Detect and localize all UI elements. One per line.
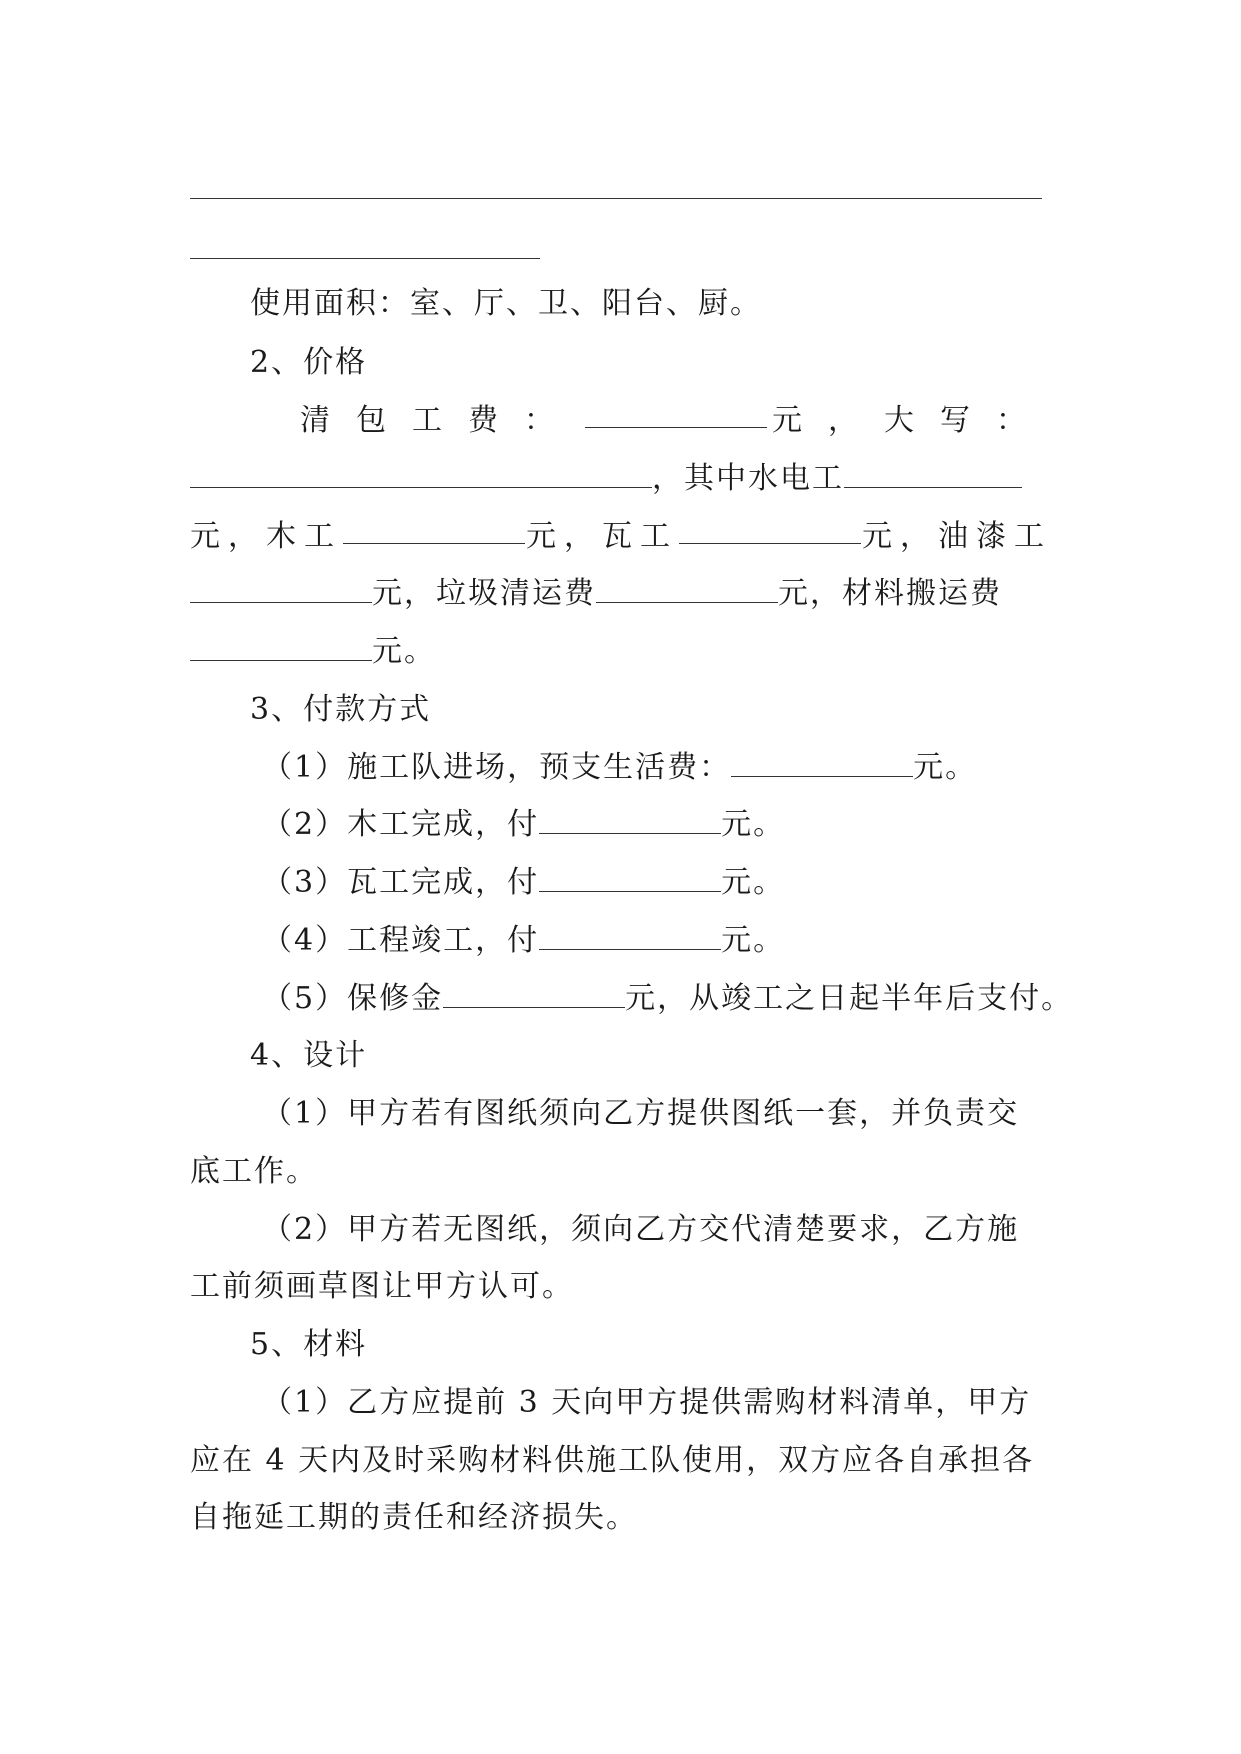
payment-item-4-blank [539,923,721,950]
painting-label: 元，油漆工 [862,519,1052,554]
capital-amount-blank [190,461,652,488]
payment-item-4-label: （4）工程竣工，付 [262,923,540,958]
design-item-2-text-2: 工前须画草图让甲方认可。 [190,1269,574,1304]
design-item-1-text-1: （1）甲方若有图纸须向乙方提供图纸一套，并负责交 [262,1096,1020,1131]
payment-item-4-unit: 元。 [721,923,786,958]
payment-item-4 [262,921,1052,961]
materials-item-1-text-1: （1）乙方应提前 3 天向甲方提供需购材料清单，甲方 [262,1385,1032,1420]
section-5-heading [250,1325,1052,1365]
payment-item-5 [262,979,1074,1019]
plumbing-electrical-blank [844,461,1022,488]
usable-area-text: 使用面积：室、厅、卫、阳台、厨。 [250,286,762,321]
payment-item-5-unit: 元，从竣工之日起半年后支付。 [625,981,1074,1016]
waste-removal-label: 元，垃圾清运费 [372,576,596,611]
design-item-2-line-2 [190,1267,1052,1307]
labor-fee-label: 清包工费： [300,403,580,438]
materials-item-1-line-1 [262,1383,1052,1423]
payment-item-1-label: （1）施工队进场，预支生活费： [262,750,732,785]
labor-fee-blank [585,401,767,428]
payment-item-3 [262,863,1052,903]
tiling-label: 元，瓦工 [526,519,678,554]
materials-item-1-text-2: 应在 4 天内及时采购材料供施工队使用，双方应各自承担各 [190,1443,1035,1478]
labor-fee-capital-label: 元，大写： [772,403,1052,438]
payment-item-5-label: （5）保修金 [262,981,444,1016]
materials-item-1-line-3 [190,1498,1052,1538]
material-handling-blank [190,634,372,661]
payment-item-2-label: （2）木工完成，付 [262,807,540,842]
payment-item-1 [262,748,1052,788]
blank-line-top-1 [190,198,1042,199]
section-2-heading [250,343,1052,383]
design-item-1-line-1 [262,1094,1052,1134]
blank-line-top-2 [190,258,540,259]
design-item-2-line-1 [262,1210,1052,1250]
section-3-title: 3、付款方式 [250,692,432,727]
waste-removal-blank [596,576,778,603]
price-line-5 [190,632,1052,672]
price-line-2 [190,459,1052,499]
materials-item-1-text-3: 自拖延工期的责任和经济损失。 [190,1500,638,1535]
payment-item-3-unit: 元。 [721,865,786,900]
section-4-title: 4、设计 [250,1038,368,1073]
carpentry-blank [343,517,525,544]
material-handling-label: 元，材料搬运费 [778,576,1002,611]
usable-area-line [250,284,1052,324]
price-line-1 [300,401,1052,441]
price-line-5-end: 元。 [372,634,436,669]
design-item-1-text-2: 底工作。 [190,1154,318,1189]
materials-item-1-line-2 [190,1441,1052,1481]
payment-item-2 [262,805,1052,845]
payment-item-3-label: （3）瓦工完成，付 [262,865,540,900]
payment-item-3-blank [539,865,721,892]
carpentry-label: 元，木工 [190,519,342,554]
plumbing-electrical-label: ，其中水电工 [652,461,844,496]
section-2-title: 2、价格 [250,345,368,380]
price-line-3 [190,517,1052,557]
design-item-1-line-2 [190,1152,1052,1192]
section-5-title: 5、材料 [250,1327,368,1362]
tiling-blank [679,517,861,544]
payment-item-1-blank [731,750,913,777]
design-item-2-text-1: （2）甲方若无图纸，须向乙方交代清楚要求，乙方施 [262,1212,1020,1247]
payment-item-2-blank [539,807,721,834]
section-3-heading [250,690,1052,730]
payment-item-1-unit: 元。 [913,750,978,785]
payment-item-2-unit: 元。 [721,807,786,842]
price-line-4 [190,574,1052,614]
payment-item-5-blank [443,981,625,1008]
painting-blank [190,576,372,603]
section-4-heading [250,1036,1052,1076]
